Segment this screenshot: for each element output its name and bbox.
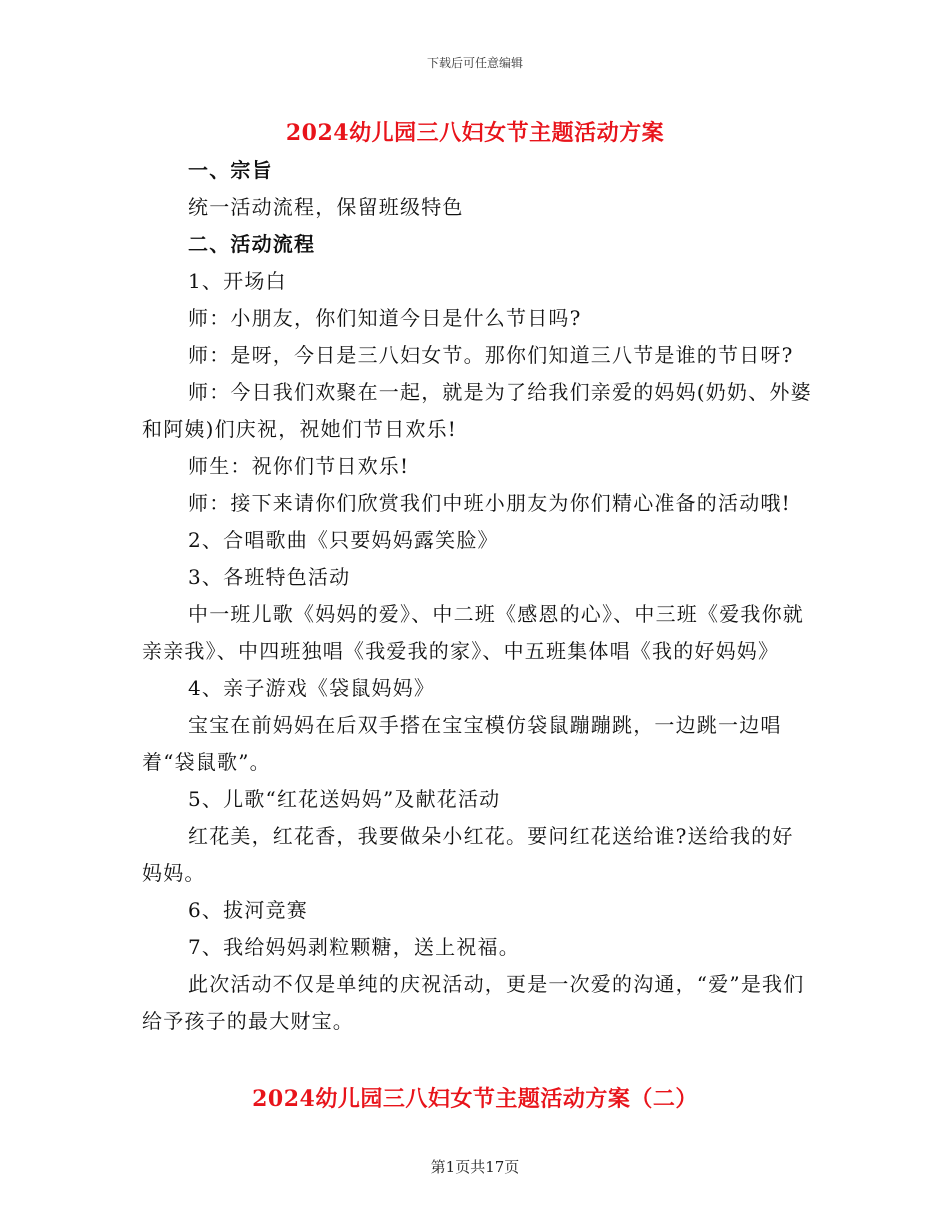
paragraph: 2、合唱歌曲《只要妈妈露笑脸》 xyxy=(188,528,499,552)
paragraph: 师生：祝你们节日欢乐! xyxy=(188,454,410,478)
paragraph: 7、我给妈妈剥粒颗糖，送上祝福。 xyxy=(188,935,520,959)
paragraph: 4、亲子游戏《袋鼠妈妈》 xyxy=(188,676,436,700)
section-heading: 一、宗旨 xyxy=(188,158,273,182)
paragraph: 1、开场白 xyxy=(188,269,287,293)
paragraph: 师：接下来请你们欣赏我们中班小朋友为你们精心准备的活动哦! xyxy=(188,491,791,515)
paragraph: 师：小朋友，你们知道今日是什么节日吗? xyxy=(188,306,582,330)
paragraph: 宝宝在前妈妈在后双手搭在宝宝模仿袋鼠蹦蹦跳，一边跳一边唱着“袋鼠歌”。 xyxy=(142,713,782,774)
paragraph: 中一班儿歌《妈妈的爱》、中二班《感恩的心》、中三班《爱我你就亲亲我》、中四班独唱《我爱我的家》、中五班集体唱《我的好妈妈》 xyxy=(142,602,804,663)
paragraph: 5、儿歌“红花送妈妈”及献花活动 xyxy=(188,787,501,811)
second-section-title: 2024幼儿园三八妇女节主题活动方案（二） xyxy=(252,1086,698,1112)
header-note: 下载后可任意编辑 xyxy=(426,56,523,70)
paragraph: 红花美，红花香，我要做朵小红花。要问红花送给谁?送给我的好妈妈。 xyxy=(142,824,794,885)
document-title: 2024幼儿园三八妇女节主题活动方案 xyxy=(285,120,665,146)
paragraph: 3、各班特色活动 xyxy=(188,565,351,589)
document-body xyxy=(142,152,812,1040)
paragraph: 此次活动不仅是单纯的庆祝活动，更是一次爱的沟通，“爱”是我们给予孩子的最大财宝。 xyxy=(142,972,805,1033)
paragraph: 6、拔河竞赛 xyxy=(188,898,308,922)
paragraph: 统一活动流程，保留班级特色 xyxy=(188,195,464,219)
page-footer: 第1页共17页 xyxy=(430,1158,520,1176)
paragraph: 师：是呀，今日是三八妇女节。那你们知道三八节是谁的节日呀? xyxy=(188,343,794,367)
paragraph: 师：今日我们欢聚在一起，就是为了给我们亲爱的妈妈(奶奶、外婆和阿姨)们庆祝，祝她们节日欢乐! xyxy=(142,380,812,441)
section-heading: 二、活动流程 xyxy=(188,232,316,256)
